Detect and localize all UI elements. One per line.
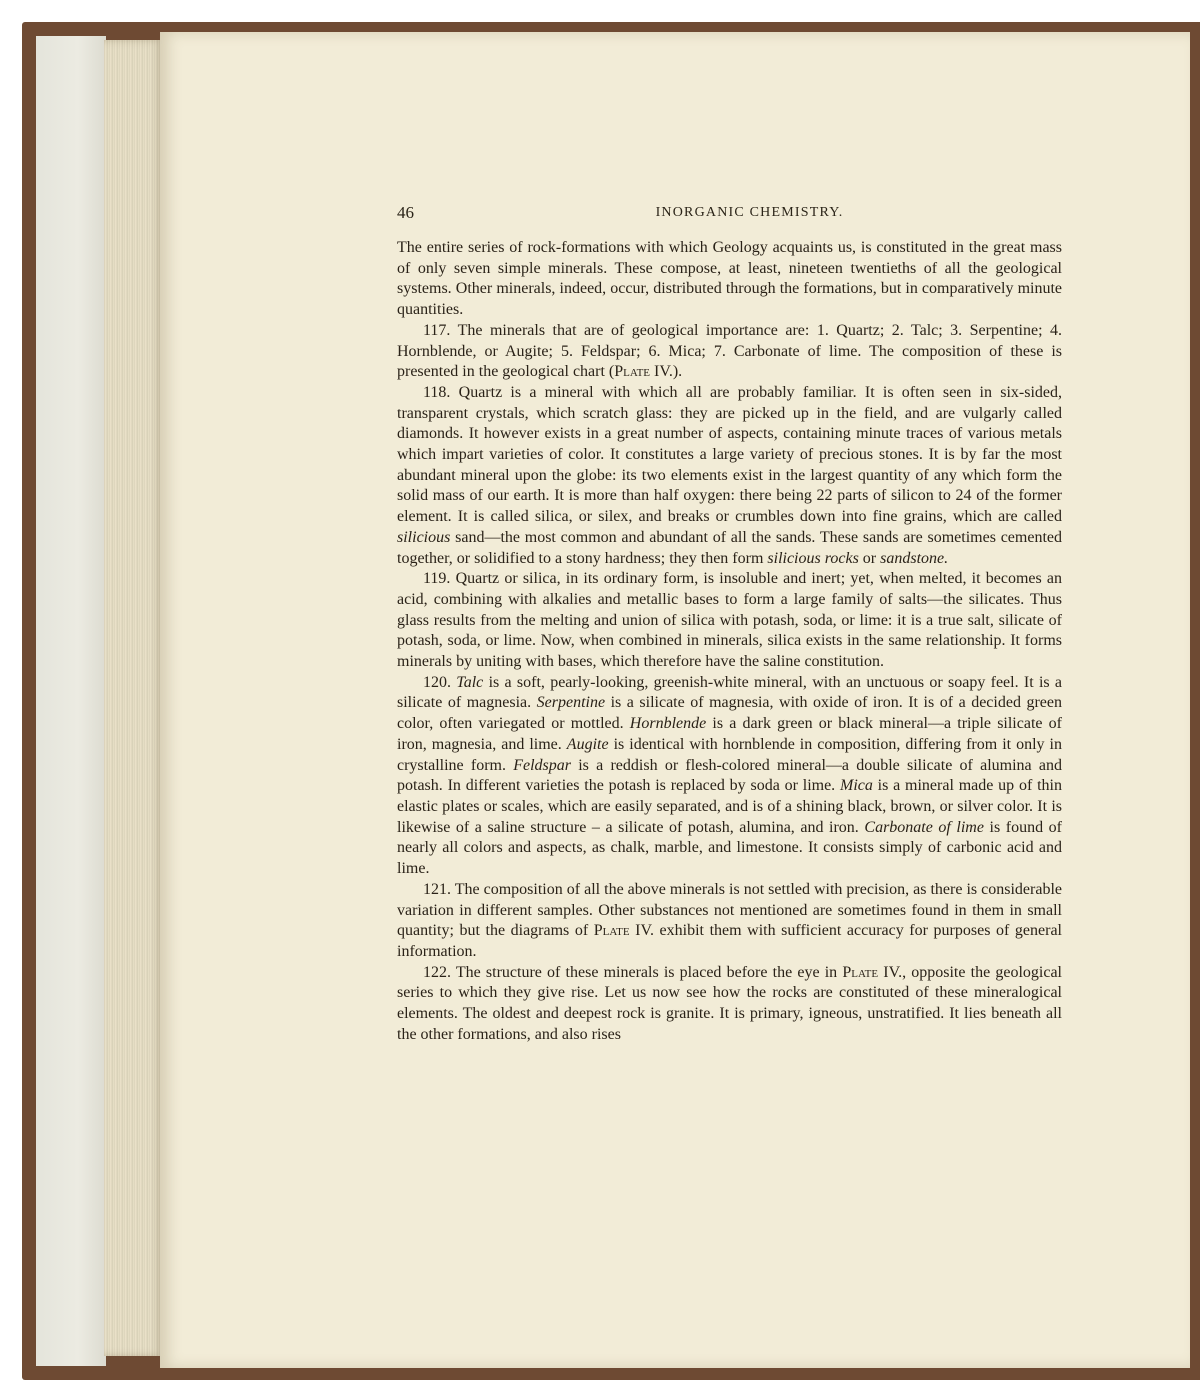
italic-term: Augite bbox=[566, 735, 609, 753]
paragraph-120: 120. Talc is a soft, pearly-looking, greenish-white mineral, with an unctuous or soapy feel. It is a silicate of magnesia. Serpentine is a silicate of magnesia, with oxide of iron. It is of a decided green color, often variegated or mottled. Hornblende is a dark green or black mineral—a triple silicate of iron, magnesia, and lime. Augite is identical with hornblende in composition, differing from it only in crystalline form. Feldspar is a reddish or flesh-colored mineral—a double silicate of alumina and potash. In different varieties the potash is replaced by soda or lime. Mica is a mineral made up of thin elastic plates or scales, which are easily separated, and is of a shining black, brown, or silver color. It is likewise of a saline structure – a silicate of potash, alumina, and iron. Carbonate of lime is found of nearly all colors and aspects, as chalk, marble, and limestone. It consists simply of carbonic acid and lime. bbox=[397, 673, 1063, 878]
paragraph-122: 122. The structure of these minerals is placed before the eye in Plate IV., opposite the geological series to which they give rise. Let us now see how the rocks are constituted of these mineralogical elements. The oldest and deepest rock is granite. It is primary, igneous, unstratified. It lies beneath all the other formations, and also rises bbox=[397, 963, 1062, 1043]
paragraph-117: 117. The minerals that are of geological importance are: 1. Quartz; 2. Talc; 3. Serpentine; 4. Hornblende, or Augite; 5. Feldspar; 6. Mica; 7. Carbonate of lime. The composition of these is presented in the geological chart (Plate IV.). bbox=[397, 321, 1062, 381]
italic-term: Mica bbox=[839, 777, 873, 795]
plate-reference: Plate bbox=[593, 922, 630, 940]
page-edges bbox=[104, 40, 164, 1356]
italic-term: silicious bbox=[397, 528, 451, 546]
plate-reference: Plate bbox=[614, 363, 651, 381]
paragraph-118: 118. Quartz is a mineral with which all are probably familiar. It is often seen in six-sided, transparent crystals, which scratch glass: they are picked up in the field, and are vulgarly called diamonds. It however exists in a great number of aspects, containing minute traces of various metals which impart varieties of color. It constitutes a large variety of precious stones. It is by far the most abundant mineral upon the globe: its two elements exist in the largest quantity of any which form the solid mass of our earth. It is more than half oxygen: there being 22 parts of silicon to 24 of the former element. It is called silica, or silex, and breaks or crumbles down into fine grains, which are called silicious sand—the most common and abundant of all the sands. These sands are sometimes cemented together, or solidified to a stony hardness; they then form silicious rocks or sandstone. bbox=[397, 383, 1062, 567]
italic-term: Serpentine bbox=[536, 694, 606, 712]
page-number: 46 bbox=[397, 203, 414, 222]
italic-term: sandstone. bbox=[880, 549, 949, 567]
paragraph-intro: The entire series of rock-formations with which Geology acquaints us, is constituted in the great mass of only seven simple minerals. These compose, at least, nineteen twentieths of all the geological systems. Other minerals, indeed, occur, distributed through the formations, but in comparatively minute quantities. bbox=[397, 239, 1062, 319]
italic-term: Hornblende bbox=[629, 715, 707, 733]
paragraph-119: 119. Quartz or silica, in its ordinary form, is insoluble and inert; yet, when melted, it becomes an acid, combining with alkalies and metallic bases to form a large family of salts—the silicates. Thus glass results from the melting and union of silica with potash, soda, or lime: it is a true salt, silicate of potash, soda, or lime. Now, when combined in minerals, silica exists in the same relationship. It forms minerals by uniting with bases, which therefore have the saline constitution. bbox=[397, 570, 1062, 671]
italic-term: Feldspar bbox=[513, 756, 571, 774]
running-head: INORGANIC CHEMISTRY. bbox=[655, 205, 844, 220]
endpaper bbox=[36, 36, 106, 1366]
italic-term: Carbonate of lime bbox=[864, 818, 984, 836]
page-header bbox=[397, 203, 1062, 227]
paragraph-121: 121. The composition of all the above minerals is not settled with precision, as there is considerable variation in different samples. Other substances not mentioned are sometimes found in them in small quantity; but the diagrams of Plate IV. exhibit them with sufficient accuracy for purposes of general information. bbox=[397, 880, 1063, 960]
italic-term: silicious rocks bbox=[767, 549, 859, 567]
body-text bbox=[397, 238, 1062, 1045]
plate-reference: Plate bbox=[842, 963, 879, 981]
italic-term: Talc bbox=[456, 673, 484, 691]
